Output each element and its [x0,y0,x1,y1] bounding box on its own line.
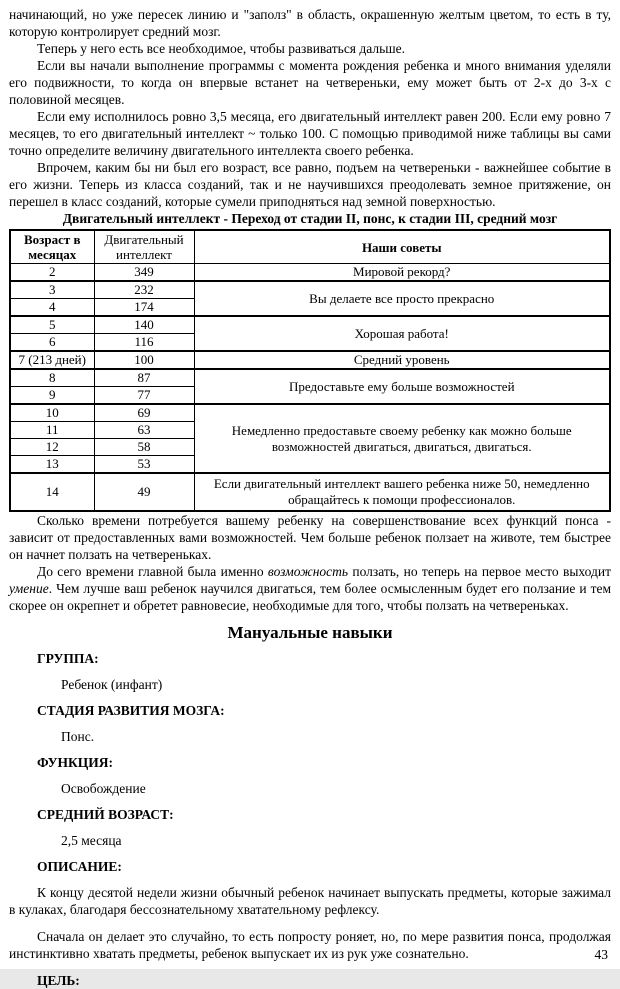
paragraph: начинающий, но уже пересек линию и "заполз" в область, окрашенную желтым цветом, то есть в ту, которую контролирует средний мозг. [9,7,611,39]
cell-advice: Немедленно предоставьте своему ребенку как можно больше возможностей двигаться, двигаться, двигаться. [194,404,610,473]
section-heading-manual-skills: Мануальные навыки [227,623,393,642]
brain-stage-label: СТАДИЯ РАЗВИТИЯ МОЗГА: [37,703,225,718]
cell-age: 4 [10,299,94,317]
paragraph: Если вы начали выполнение программы с момента рождения ребенка и много внимания уделяли его подвижности, то когда он впервые встанет на четвереньки, ему может быть от 2-х до 3-х с половиной месяцев. [9,58,611,107]
table-header-row [10,230,610,264]
table-row [10,369,610,387]
cell-age: 9 [10,387,94,405]
cell-age: 13 [10,456,94,474]
paragraph: Впрочем, каким бы ни был его возраст, все равно, подъем на четвереньки - важнейшее событие в его жизни. Теперь из класса созданий, так и не научившихся преодолевать земное притяжение, он перешел в класс созданий, которые сумели приподняться над земной поверхностью. [9,160,611,209]
paragraph [9,563,611,614]
paragraph: Теперь у него есть все необходимое, чтобы развиваться дальше. [37,41,406,56]
cell-iq: 69 [94,404,194,422]
cell-age: 2 [10,264,94,282]
average-age-label: СРЕДНИЙ ВОЗРАСТ: [37,807,174,822]
table-row [10,316,610,334]
cell-iq: 53 [94,456,194,474]
paragraph: Если ему исполнилось ровно 3,5 месяца, его двигательный интеллект равен 200. Если ему ровно 7 месяцев, то его двигательный интеллект ~ только 100. С помощью приводимой ниже таблицы вы сами точно определите величину двигательного интеллекта своего ребенка. [9,109,611,158]
cell-iq: 100 [94,351,194,369]
function-label: ФУНКЦИЯ: [37,755,114,770]
cell-age: 7 (213 дней) [10,351,94,369]
cell-age: 3 [10,281,94,299]
column-header-iq: Двигательный интеллект [94,230,194,264]
cell-iq: 116 [94,334,194,352]
cell-iq: 87 [94,369,194,387]
table-row [10,351,610,369]
cell-iq: 58 [94,439,194,456]
text-run: До сего времени главной была именно [37,564,268,579]
italic-text: возможность [267,564,349,579]
cell-iq: 140 [94,316,194,334]
cell-age: 6 [10,334,94,352]
paragraph: Сколько времени потребуется вашему ребенку на совершенствование всех функций понса - зависит от предоставленных вами возможностей. Чем больше ребенок ползает на животе, тем быстрее он начнет ползать на четвереньках. [9,513,611,562]
column-header-advice: Наши советы [194,230,610,264]
group-value: Ребенок (инфант) [61,677,163,692]
cell-iq: 349 [94,264,194,282]
average-age-value: 2,5 месяца [61,833,122,848]
table-title: Двигательный интеллект - Переход от стадии II, понс, к стадии III, средний мозг [62,211,558,226]
cell-age: 12 [10,439,94,456]
cell-iq: 49 [94,473,194,511]
description-paragraph: Сначала он делает это случайно, то есть попросту роняет, но, по мере развития понса, продолжая инстинктивно хватать предметы, ребенок выпускает их из рук уже сознательно. [9,929,611,961]
brain-stage-value: Понс. [61,729,95,744]
table-row [10,264,610,282]
cell-advice: Предоставьте ему больше возможностей [194,369,610,404]
cell-iq: 232 [94,281,194,299]
cell-age: 5 [10,316,94,334]
cell-advice: Если двигательный интеллект вашего ребенка ниже 50, немедленно обращайтесь к помощи профессионалов. [194,473,610,511]
page-number: 43 [594,947,608,962]
table-row [10,281,610,299]
description-label: ОПИСАНИЕ: [37,859,122,874]
cell-advice: Вы делаете все просто прекрасно [194,281,610,316]
cell-age: 10 [10,404,94,422]
italic-text: умение [9,581,49,596]
cell-age: 14 [10,473,94,511]
cell-iq: 63 [94,422,194,439]
goal-label: ЦЕЛЬ: [37,973,80,988]
text-run: . Чем лучше ваш ребенок научился двигаться, тем более осмысленным будет его ползание и тем скорее он окрепнет и обретет равновесие, необходимые для того, чтобы ползать на четвереньках. [9,581,611,613]
group-label: ГРУППА: [37,651,99,666]
cell-advice: Мировой рекорд? [194,264,610,282]
cell-age: 8 [10,369,94,387]
cell-age: 11 [10,422,94,439]
cell-iq: 174 [94,299,194,317]
table-row [10,473,610,511]
column-header-age: Возраст в месяцах [10,230,94,264]
motor-intelligence-table [9,229,611,512]
cell-advice: Хорошая работа! [194,316,610,351]
table-row [10,404,610,422]
description-paragraph: К концу десятой недели жизни обычный ребенок начинает выпускать предметы, которые зажимал в кулаках, благодаря бессознательному хватательному рефлексу. [9,885,611,917]
text-run: ползать, но теперь на первое место выходит [348,564,611,579]
cell-iq: 77 [94,387,194,405]
function-value: Освобождение [61,781,146,796]
cell-advice: Средний уровень [194,351,610,369]
